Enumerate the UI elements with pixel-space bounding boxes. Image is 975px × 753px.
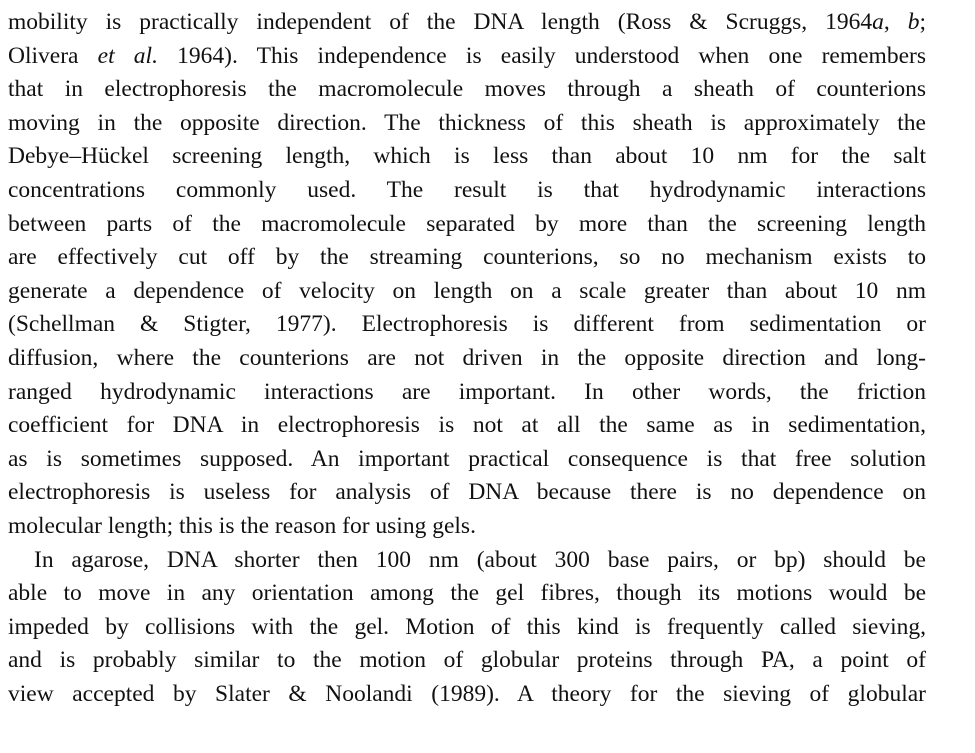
text-run: ; [919,9,927,35]
paragraph [8,544,926,712]
text-line [8,174,926,208]
text-run: mobility is practically independent of the DNA length (Ross & Scruggs, 1964 [8,9,873,35]
text-run: impeded by collisions with the gel. Motion of this kind is frequently called sieving, [8,613,926,640]
text-run: concentrations commonly used. The result is that hydrodynamic interactions [8,176,926,203]
text-line [8,275,926,309]
text-run: and is probably similar to the motion of globular proteins through PA, a point of [8,647,926,674]
text-line [8,577,926,611]
text-line [8,308,926,342]
text-line [8,476,926,510]
text-run: able to move in any orientation among the gel fibres, though its motions would be [8,580,926,607]
text-run: coefficient for DNA in electrophoresis is not at all the same as in sedimentation, [8,412,926,439]
text-run: molecular length; this is the reason for using gels. [8,512,476,539]
text-run: (Schellman & Stigter, 1977). Electrophoresis is different from sedimentation or [8,311,926,338]
text-line [8,208,926,242]
page-body [8,6,926,711]
text-line [8,678,926,712]
text-run: diffusion, where the counterions are not driven in the opposite direction and long- [8,344,926,371]
text-run: are effectively cut off by the streaming counterions, so no mechanism exists to [8,244,926,271]
text-run: as is sometimes supposed. An important practical consequence is that free solution [8,445,926,472]
text-run: between parts of the macromolecule separated by more than the screening length [8,210,926,237]
text-line [8,409,926,443]
text-run: In agarose, DNA shorter then 100 nm (about 300 base pairs, or bp) should be [34,546,926,573]
text-run: that in electrophoresis the macromolecule moves through a sheath of counterions [8,76,926,103]
text-run: Debye–Hückel screening length, which is less than about 10 nm for the salt [8,143,926,170]
text-line [8,611,926,645]
text-run: , [883,9,908,35]
text-run: moving in the opposite direction. The thickness of this sheath is approximately the [8,109,926,136]
text-run: view accepted by Slater & Noolandi (1989). A theory for the sieving of globular [8,680,926,707]
text-run: generate a dependence of velocity on length on a scale greater than about 10 nm [8,277,926,304]
text-run: ranged hydrodynamic interactions are important. In other words, the friction [8,378,926,405]
text-line [8,544,926,578]
text-line [8,107,926,141]
text-line [8,40,926,74]
text-line [8,140,926,174]
text-line [8,342,926,376]
text-line [8,510,926,544]
italic-text: et al. [97,42,158,69]
text-line [8,644,926,678]
text-run: Olivera [8,42,98,69]
paragraph [8,6,926,544]
text-line [8,6,926,40]
text-line [8,241,926,275]
text-run: 1964). This independence is easily understood when one remembers [157,42,926,69]
italic-text: b [907,9,920,35]
text-line [8,443,926,477]
text-run: electrophoresis is useless for analysis of DNA because there is no dependence on [8,479,926,506]
body-text [8,6,926,711]
text-line [8,73,926,107]
italic-text: a [872,9,884,35]
text-line [8,376,926,410]
